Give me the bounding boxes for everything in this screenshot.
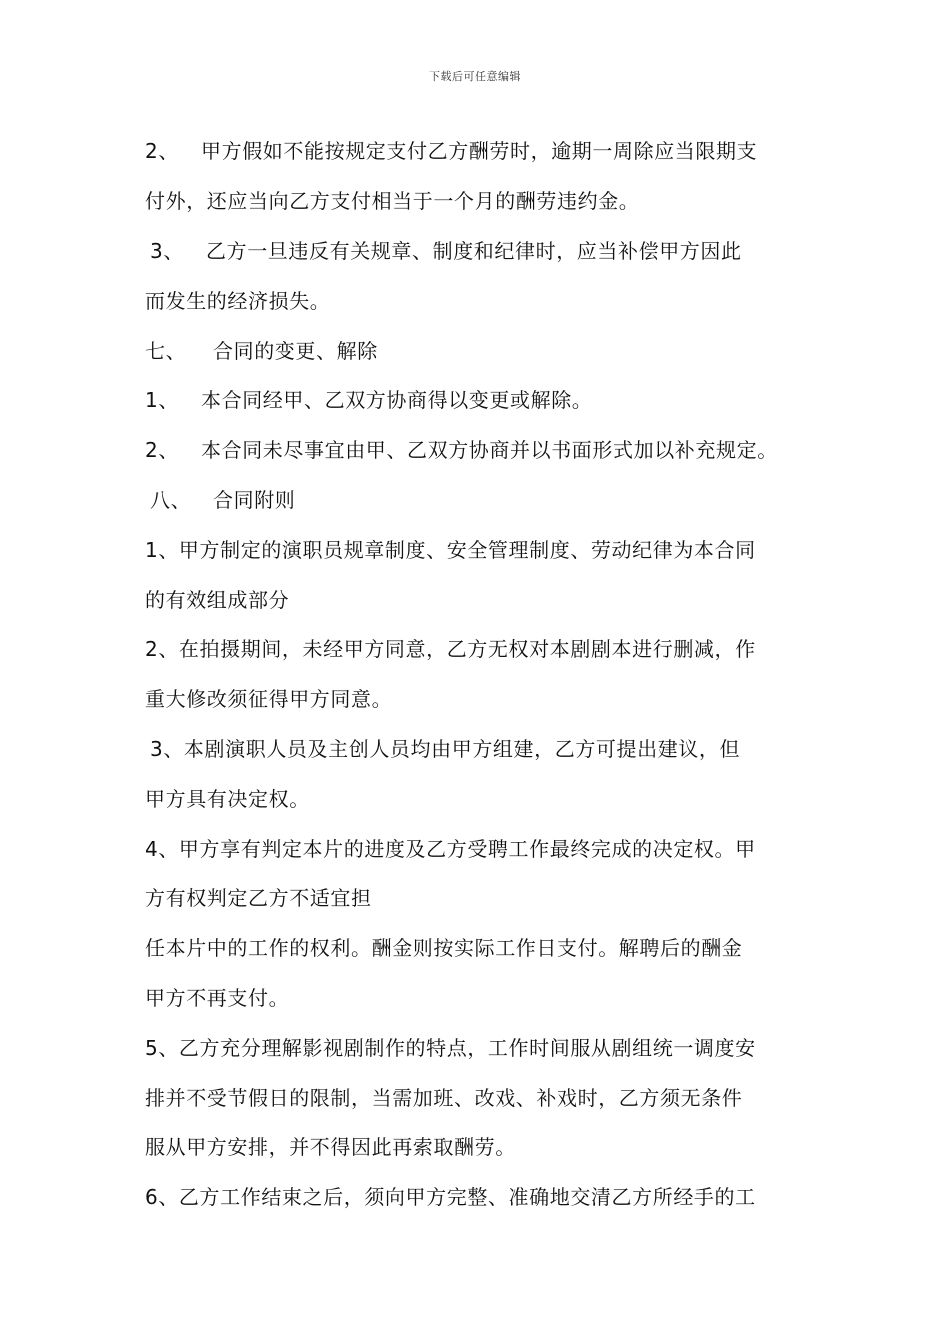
- paragraph-line-11: [145, 636, 756, 662]
- item-number: 2、: [145, 139, 179, 163]
- line-text: 1、甲方制定的演职员规章制度、安全管理制度、劳动纪律为本合同: [145, 538, 756, 562]
- paragraph-line-20: [145, 1085, 742, 1111]
- line-text: 的有效组成部分: [145, 588, 290, 612]
- item-number: 1、: [145, 388, 179, 412]
- line-text: 甲方不再支付。: [145, 986, 290, 1010]
- paragraph-line-19: [145, 1035, 756, 1061]
- paragraph-line-12: [145, 686, 392, 712]
- paragraph-line-22: [145, 1184, 756, 1210]
- line-text: 任本片中的工作的权利。酬金则按实际工作日支付。解聘后的酬金: [145, 936, 743, 960]
- paragraph-line-9: [145, 537, 756, 563]
- line-text: 乙方一旦违反有关规章、制度和纪律时，应当补偿甲方因此: [206, 239, 742, 263]
- paragraph-line-13: [150, 736, 740, 762]
- paragraph-line-16: [145, 885, 372, 911]
- line-text: 4、甲方享有判定本片的进度及乙方受聘工作最终完成的决定权。甲: [145, 837, 756, 861]
- line-text: 3、本剧演职人员及主创人员均由甲方组建，乙方可提出建议，但: [150, 737, 741, 761]
- paragraph-line-14: [145, 786, 310, 812]
- paragraph-line-1: [145, 138, 757, 164]
- section-number: 七、: [145, 339, 187, 363]
- line-text: 2、在拍摄期间，未经甲方同意，乙方无权对本剧剧本进行删减，作: [145, 637, 756, 661]
- paragraph-line-15: [145, 836, 756, 862]
- paragraph-line-3: [150, 238, 742, 264]
- line-text: 付外，还应当向乙方支付相当于一个月的酬劳违约金。: [145, 189, 640, 213]
- line-text: 而发生的经济损失。: [145, 289, 331, 313]
- line-text: 本合同未尽事宜由甲、乙双方协商并以书面形式加以补充规定。: [201, 438, 778, 462]
- line-text: 重大修改须征得甲方同意。: [145, 687, 393, 711]
- paragraph-line-7: [145, 437, 778, 463]
- line-text: 6、乙方工作结束之后，须向甲方完整、准确地交清乙方所经手的工: [145, 1185, 756, 1209]
- section-title: 合同的变更、解除: [213, 339, 378, 363]
- section-heading-8: [150, 487, 295, 513]
- line-text: 5、乙方充分理解影视剧制作的特点，工作时间服从剧组统一调度安: [145, 1036, 756, 1060]
- line-text: 方有权判定乙方不适宜担: [145, 886, 372, 910]
- section-title: 合同附则: [213, 488, 296, 512]
- page-header: 下载后可任意编辑: [429, 70, 521, 83]
- line-text: 甲方具有决定权。: [145, 787, 310, 811]
- paragraph-line-18: [145, 985, 289, 1011]
- line-text: 排并不受节假日的限制，当需加班、改戏、补戏时，乙方须无条件: [145, 1086, 743, 1110]
- paragraph-line-17: [145, 935, 742, 961]
- section-heading-7: [145, 338, 378, 364]
- paragraph-line-2: [145, 188, 639, 214]
- paragraph-line-6: [145, 387, 592, 413]
- paragraph-line-10: [145, 587, 289, 613]
- section-number: 八、: [150, 488, 192, 512]
- line-text: 服从甲方安排，并不得因此再索取酬劳。: [145, 1135, 516, 1159]
- paragraph-line-4: [145, 288, 330, 314]
- line-text: 甲方假如不能按规定支付乙方酬劳时，逾期一周除应当限期支: [201, 139, 758, 163]
- item-number: 3、: [150, 239, 184, 263]
- item-number: 2、: [145, 438, 179, 462]
- paragraph-line-21: [145, 1134, 516, 1160]
- line-text: 本合同经甲、乙双方协商得以变更或解除。: [201, 388, 593, 412]
